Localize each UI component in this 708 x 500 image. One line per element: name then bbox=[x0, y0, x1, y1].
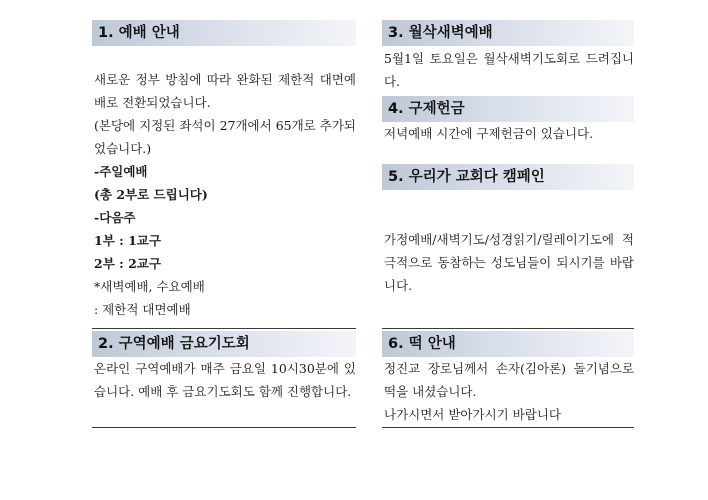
sunday-worship-sessions: (총 2부로 드립니다) bbox=[94, 187, 208, 202]
campaign-text: 가정예배/새벽기도/성경읽기/릴레이기도에 적극적으로 동참하는 성도님들이 되시기를 바랍니다. bbox=[384, 232, 634, 293]
dawn-wednesday-worship: *새벽예배, 수요예배 bbox=[94, 279, 205, 294]
rice-cake-pickup: 나가시면서 받아가시기 바랍니다 bbox=[384, 407, 561, 422]
section-monthly-dawn bbox=[382, 20, 634, 96]
section-worship-info bbox=[92, 20, 356, 329]
section-monthly-dawn-header: 3. 월삭새벽예배 bbox=[382, 20, 634, 46]
section-rice-cake bbox=[382, 331, 638, 428]
section-district-worship-header: 2. 구역예배 금요기도회 bbox=[92, 331, 356, 357]
worship-info-notice: 새로운 정부 방침에 따라 완화된 제한적 대면예배로 전환되었습니다. bbox=[94, 72, 356, 110]
monthly-dawn-text: 5월1일 토요일은 월삭새벽기도회로 드려집니다. bbox=[384, 51, 634, 89]
district-worship-text: 온라인 구역예배가 매주 금요일 10시30분에 있습니다. 예배 후 금요기도회도 함께 진행합니다. bbox=[94, 361, 356, 399]
session-2-group: 2부 : 2교구 bbox=[94, 256, 161, 271]
section-rice-cake-header: 6. 떡 안내 bbox=[382, 331, 634, 357]
next-week-label: -다음주 bbox=[94, 210, 136, 225]
relief-offering-text: 저녁예배 시간에 구제헌금이 있습니다. bbox=[384, 126, 594, 141]
section-district-worship bbox=[92, 331, 356, 428]
section-campaign bbox=[382, 164, 634, 329]
section-campaign-header: 5. 우리가 교회다 캠페인 bbox=[382, 164, 634, 190]
rice-cake-text: 정진교 장로님께서 손자(김아론) 돌기념으로 떡을 내셨습니다. bbox=[384, 361, 638, 399]
session-1-group: 1부 : 1교구 bbox=[94, 233, 161, 248]
section-relief-offering bbox=[382, 96, 634, 162]
section-worship-info-header: 1. 예배 안내 bbox=[92, 20, 356, 46]
sunday-worship-label: -주일예배 bbox=[94, 164, 148, 179]
limited-in-person-note: : 제한적 대면예배 bbox=[94, 302, 191, 317]
worship-info-seats: (본당에 지정된 좌석이 27개에서 65개로 추가되었습니다.) bbox=[94, 118, 356, 156]
section-relief-offering-header: 4. 구제헌금 bbox=[382, 96, 634, 122]
